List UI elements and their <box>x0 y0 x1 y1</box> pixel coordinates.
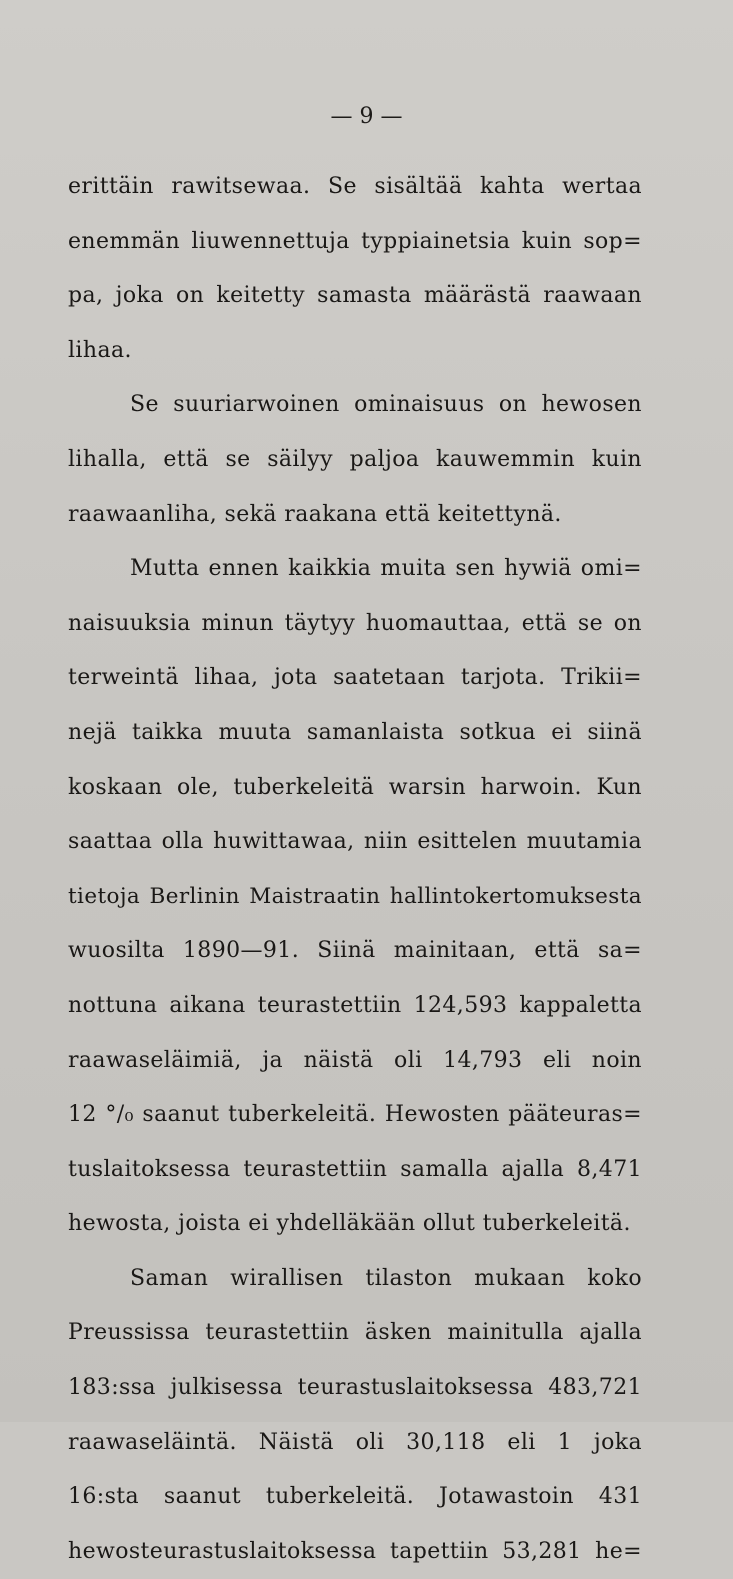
text-line: raawaseläintä. Näistä oli 30,118 eli 1 joka <box>68 1429 642 1455</box>
text-line: lihaa. <box>68 337 132 363</box>
text-line: tuslaitoksessa teurastettiin samalla ajalla 8,471 <box>68 1156 642 1182</box>
text-line: hewosta, joista ei yhdelläkään ollut tuberkeleitä. <box>68 1211 631 1237</box>
body-text <box>68 160 642 1579</box>
text-line: terweintä lihaa, jota saatetaan tarjota. Trikii= <box>68 665 642 691</box>
text-line: Mutta ennen kaikkia muita sen hywiä omi= <box>130 556 642 582</box>
text-line: Preussissa teurastettiin äsken mainitulla ajalla <box>68 1320 642 1346</box>
text-line: 16:sta saanut tuberkeleitä. Jotawastoin 431 <box>68 1484 642 1510</box>
text-line: Se suuriarwoinen ominaisuus on hewosen <box>130 392 642 418</box>
text-line: naisuuksia minun täytyy huomauttaa, että se on <box>68 610 642 636</box>
text-line: koskaan ole, tuberkeleitä warsin harwoin. Kun <box>68 774 642 800</box>
text-line: hewosteurastuslaitoksessa tapettiin 53,281 he= <box>68 1538 642 1564</box>
text-line: pa, joka on keitetty samasta määrästä raawaan <box>68 283 642 309</box>
text-line: erittäin rawitsewaa. Se sisältää kahta wertaa <box>68 174 642 199</box>
text-line: Saman wirallisen tilaston mukaan koko <box>130 1265 642 1291</box>
text-line: wuosilta 1890—91. Siinä mainitaan, että sa= <box>68 938 642 964</box>
text-line: nejä taikka muuta samanlaista sotkua ei siinä <box>68 719 642 745</box>
text-line: nottuna aikana teurastettiin 124,593 kappaletta <box>68 992 642 1018</box>
text-line: saattaa olla huwittawaa, niin esittelen muutamia <box>68 829 642 855</box>
text-line: lihalla, että se säilyy paljoa kauwemmin kuin <box>68 446 642 472</box>
text-line: raawaanliha, sekä raakana että keitettynä. <box>68 501 562 527</box>
text-line: tietoja Berlinin Maistraatin hallintokertomuksesta <box>68 883 642 909</box>
text-line: raawaseläimiä, ja näistä oli 14,793 eli noin <box>68 1047 642 1073</box>
text-line: 183:ssa julkisessa teurastuslaitoksessa 483,721 <box>68 1375 642 1401</box>
page-number: — 9 — <box>330 104 403 129</box>
text-line: 12 °/₀ saanut tuberkeleitä. Hewosten pääteuras= <box>68 1102 642 1128</box>
text-line: enemmän liuwennettuja typpiainetsia kuin sop= <box>68 228 642 254</box>
